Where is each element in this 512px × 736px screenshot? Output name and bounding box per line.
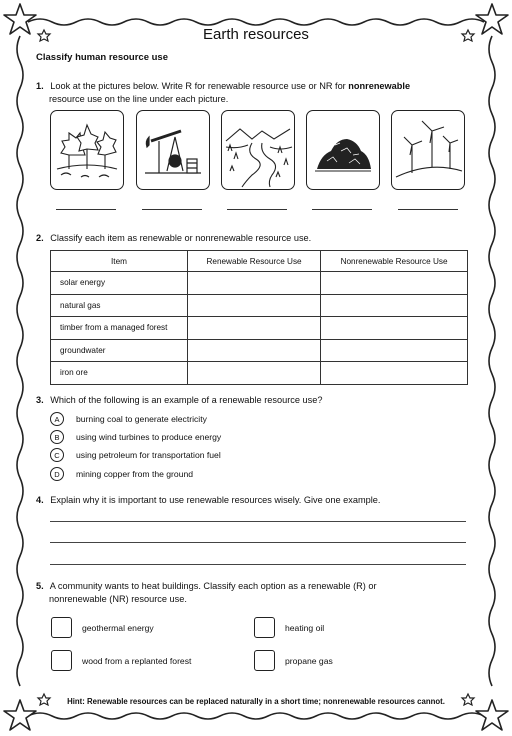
option-label: wood from a replanted forest xyxy=(82,656,192,666)
option-text: burning coal to generate electricity xyxy=(76,414,207,424)
answer-cell[interactable] xyxy=(188,317,321,340)
table-row xyxy=(51,339,468,362)
forest-picture xyxy=(50,110,124,190)
answer-cell[interactable] xyxy=(321,272,468,295)
table-row xyxy=(51,362,468,385)
option-label: geothermal energy xyxy=(82,623,154,633)
coal-icon xyxy=(307,111,379,189)
answer-box[interactable] xyxy=(51,617,72,638)
question-2: 2. Classify each item as renewable or nonrenewable resource use. xyxy=(36,233,312,243)
answer-cell[interactable] xyxy=(321,339,468,362)
writing-line[interactable] xyxy=(50,521,466,522)
option-text: using petroleum for transportation fuel xyxy=(76,450,221,460)
question-5: 5. A community wants to heat buildings. Classify each option as a renewable (R) or nonrenewable (NR) resource use. xyxy=(36,581,377,604)
column-header: Renewable Resource Use xyxy=(188,251,321,272)
coal-pile-picture xyxy=(306,110,380,190)
answer-line[interactable] xyxy=(227,209,287,210)
answer-cell[interactable] xyxy=(188,362,321,385)
answer-cell[interactable] xyxy=(188,272,321,295)
answer-cell[interactable] xyxy=(321,362,468,385)
question-4: 4. Explain why it is important to use renewable resources wisely. Give one example. xyxy=(36,495,381,505)
option-letter-circle[interactable]: C xyxy=(50,448,64,462)
item-cell: iron ore xyxy=(51,362,188,385)
oil-pump-picture xyxy=(136,110,210,190)
answer-cell[interactable] xyxy=(188,339,321,362)
option-letter-circle[interactable]: D xyxy=(50,467,64,481)
writing-line[interactable] xyxy=(50,564,466,565)
table-row xyxy=(51,294,468,317)
answer-line[interactable] xyxy=(398,209,458,210)
option-a[interactable] xyxy=(50,412,207,426)
page-subtitle: Classify human resource use xyxy=(36,52,168,63)
hint-text: Hint: Renewable resources can be replaced naturally in a short time; nonrenewable resources cannot. xyxy=(67,697,445,706)
answer-box[interactable] xyxy=(254,650,275,671)
column-header: Nonrenewable Resource Use xyxy=(321,251,468,272)
table-row xyxy=(51,317,468,340)
option-letter-circle[interactable]: A xyxy=(50,412,64,426)
option-text: using wind turbines to produce energy xyxy=(76,432,222,442)
question-3: 3. Which of the following is an example of a renewable resource use? xyxy=(36,395,323,405)
river-valley-picture xyxy=(221,110,295,190)
answer-line[interactable] xyxy=(312,209,372,210)
page-title: Earth resources xyxy=(203,26,309,43)
wind-turbines-picture xyxy=(391,110,465,190)
option-b[interactable] xyxy=(50,430,221,444)
answer-cell[interactable] xyxy=(321,294,468,317)
answer-line[interactable] xyxy=(56,209,116,210)
classification-table xyxy=(50,250,468,385)
question-1: 1. Look at the pictures below. Write R for renewable resource use or NR for nonrenewable resource use on the line under each picture. xyxy=(36,81,411,104)
answer-cell[interactable] xyxy=(188,294,321,317)
wind-turbine-icon xyxy=(392,111,464,189)
river-icon xyxy=(222,111,294,189)
writing-line[interactable] xyxy=(50,542,466,543)
option-label: propane gas xyxy=(285,656,333,666)
option-letter-circle[interactable]: B xyxy=(50,430,64,444)
option-label: heating oil xyxy=(285,623,325,633)
answer-line[interactable] xyxy=(142,209,202,210)
oil-pump-icon xyxy=(137,111,209,189)
option-d[interactable] xyxy=(50,467,193,481)
answer-box[interactable] xyxy=(51,650,72,671)
option-c[interactable] xyxy=(50,448,221,462)
item-cell: natural gas xyxy=(51,294,188,317)
table-header-row xyxy=(51,251,468,272)
item-cell: solar energy xyxy=(51,272,188,295)
column-header: Item xyxy=(51,251,188,272)
answer-box[interactable] xyxy=(254,617,275,638)
forest-icon xyxy=(51,111,123,189)
item-cell: timber from a managed forest xyxy=(51,317,188,340)
table-row xyxy=(51,272,468,295)
option-text: mining copper from the ground xyxy=(76,469,194,479)
item-cell: groundwater xyxy=(51,339,188,362)
answer-cell[interactable] xyxy=(321,317,468,340)
